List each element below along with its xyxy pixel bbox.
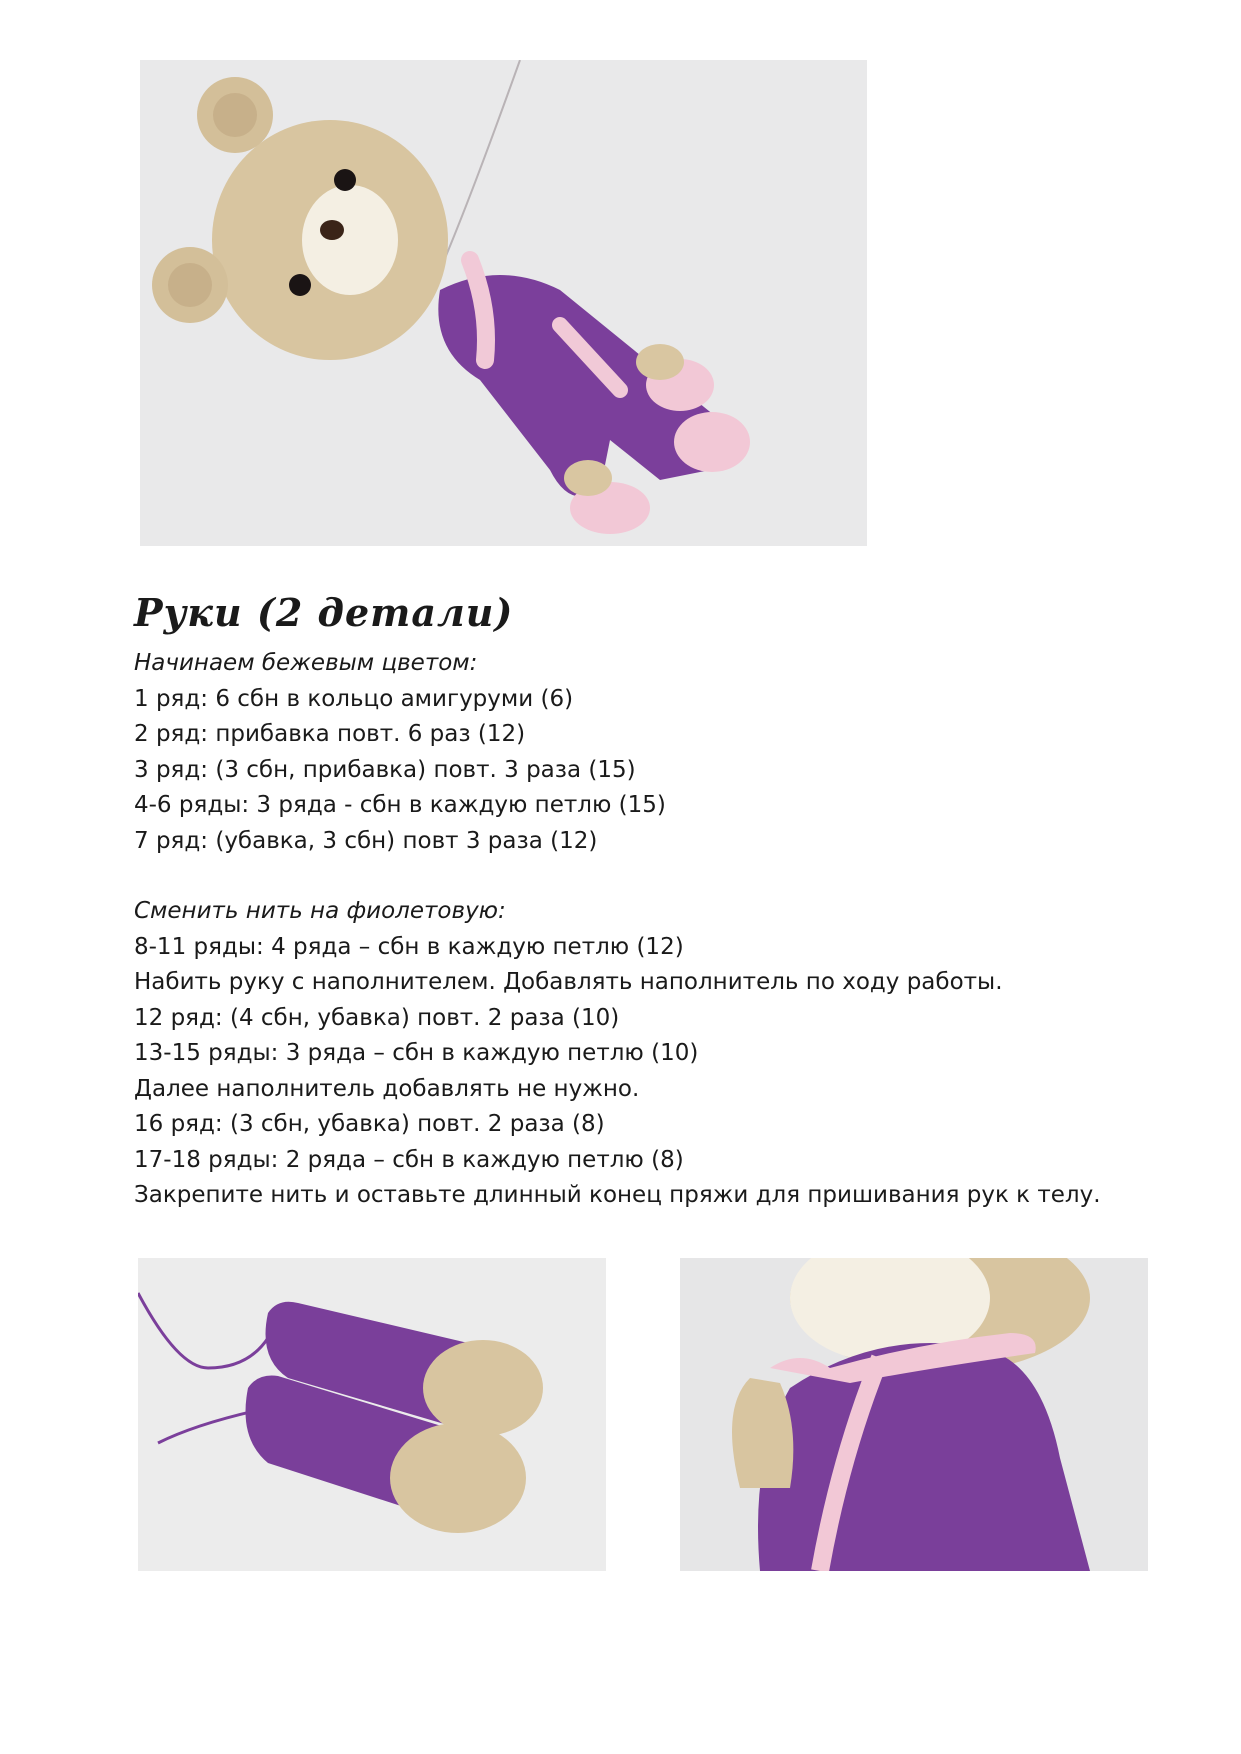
photo-arms [138, 1258, 606, 1571]
photo-bear-closeup [680, 1258, 1148, 1571]
bear-closeup-illustration [680, 1258, 1148, 1571]
paragraph-gap [134, 859, 1134, 894]
row-line: Закрепите нить и оставьте длинный конец пряжи для пришивания рук к телу. [134, 1182, 1101, 1208]
row-line: 8-11 ряды: 4 ряда – сбн в каждую петлю (12) [134, 933, 684, 960]
row-line: 12 ряд: (4 сбн, убавка) повт. 2 раза (10) [134, 1004, 620, 1031]
row-line: 3 ряд: (3 сбн, прибавка) повт. 3 раза (15) [134, 756, 636, 783]
row-line: 16 ряд: (3 сбн, убавка) повт. 2 раза (8) [134, 1111, 605, 1137]
row-line: 13-15 ряды: 3 ряда – сбн в каждую петлю (10) [134, 1040, 699, 1066]
row-line: 2 ряд: прибавка повт. 6 раз (12) [134, 721, 526, 747]
pattern-text [134, 590, 1134, 1214]
row-line: Далее наполнитель добавлять не нужно. [134, 1075, 640, 1102]
section1-heading: Начинаем бежевым цветом: [134, 650, 478, 676]
row-line: Набить руку с наполнителем. Добавлять наполнитель по ходу работы. [134, 969, 1003, 995]
row-line: 17-18 ряды: 2 ряда – сбн в каждую петлю (8) [134, 1146, 684, 1173]
row-line: 4-6 ряды: 3 ряда - сбн в каждую петлю (15) [134, 792, 666, 818]
arms-illustration [138, 1258, 606, 1571]
photo-bear-lying [140, 60, 867, 546]
section2-heading: Сменить нить на фиолетовую: [134, 898, 506, 924]
row-line: 7 ряд: (убавка, 3 сбн) повт 3 раза (12) [134, 827, 598, 854]
bear-lying-illustration [140, 60, 867, 546]
section-title: Руки (2 детали) [134, 590, 514, 635]
row-line: 1 ряд: 6 сбн в кольцо амигуруми (6) [134, 685, 574, 712]
